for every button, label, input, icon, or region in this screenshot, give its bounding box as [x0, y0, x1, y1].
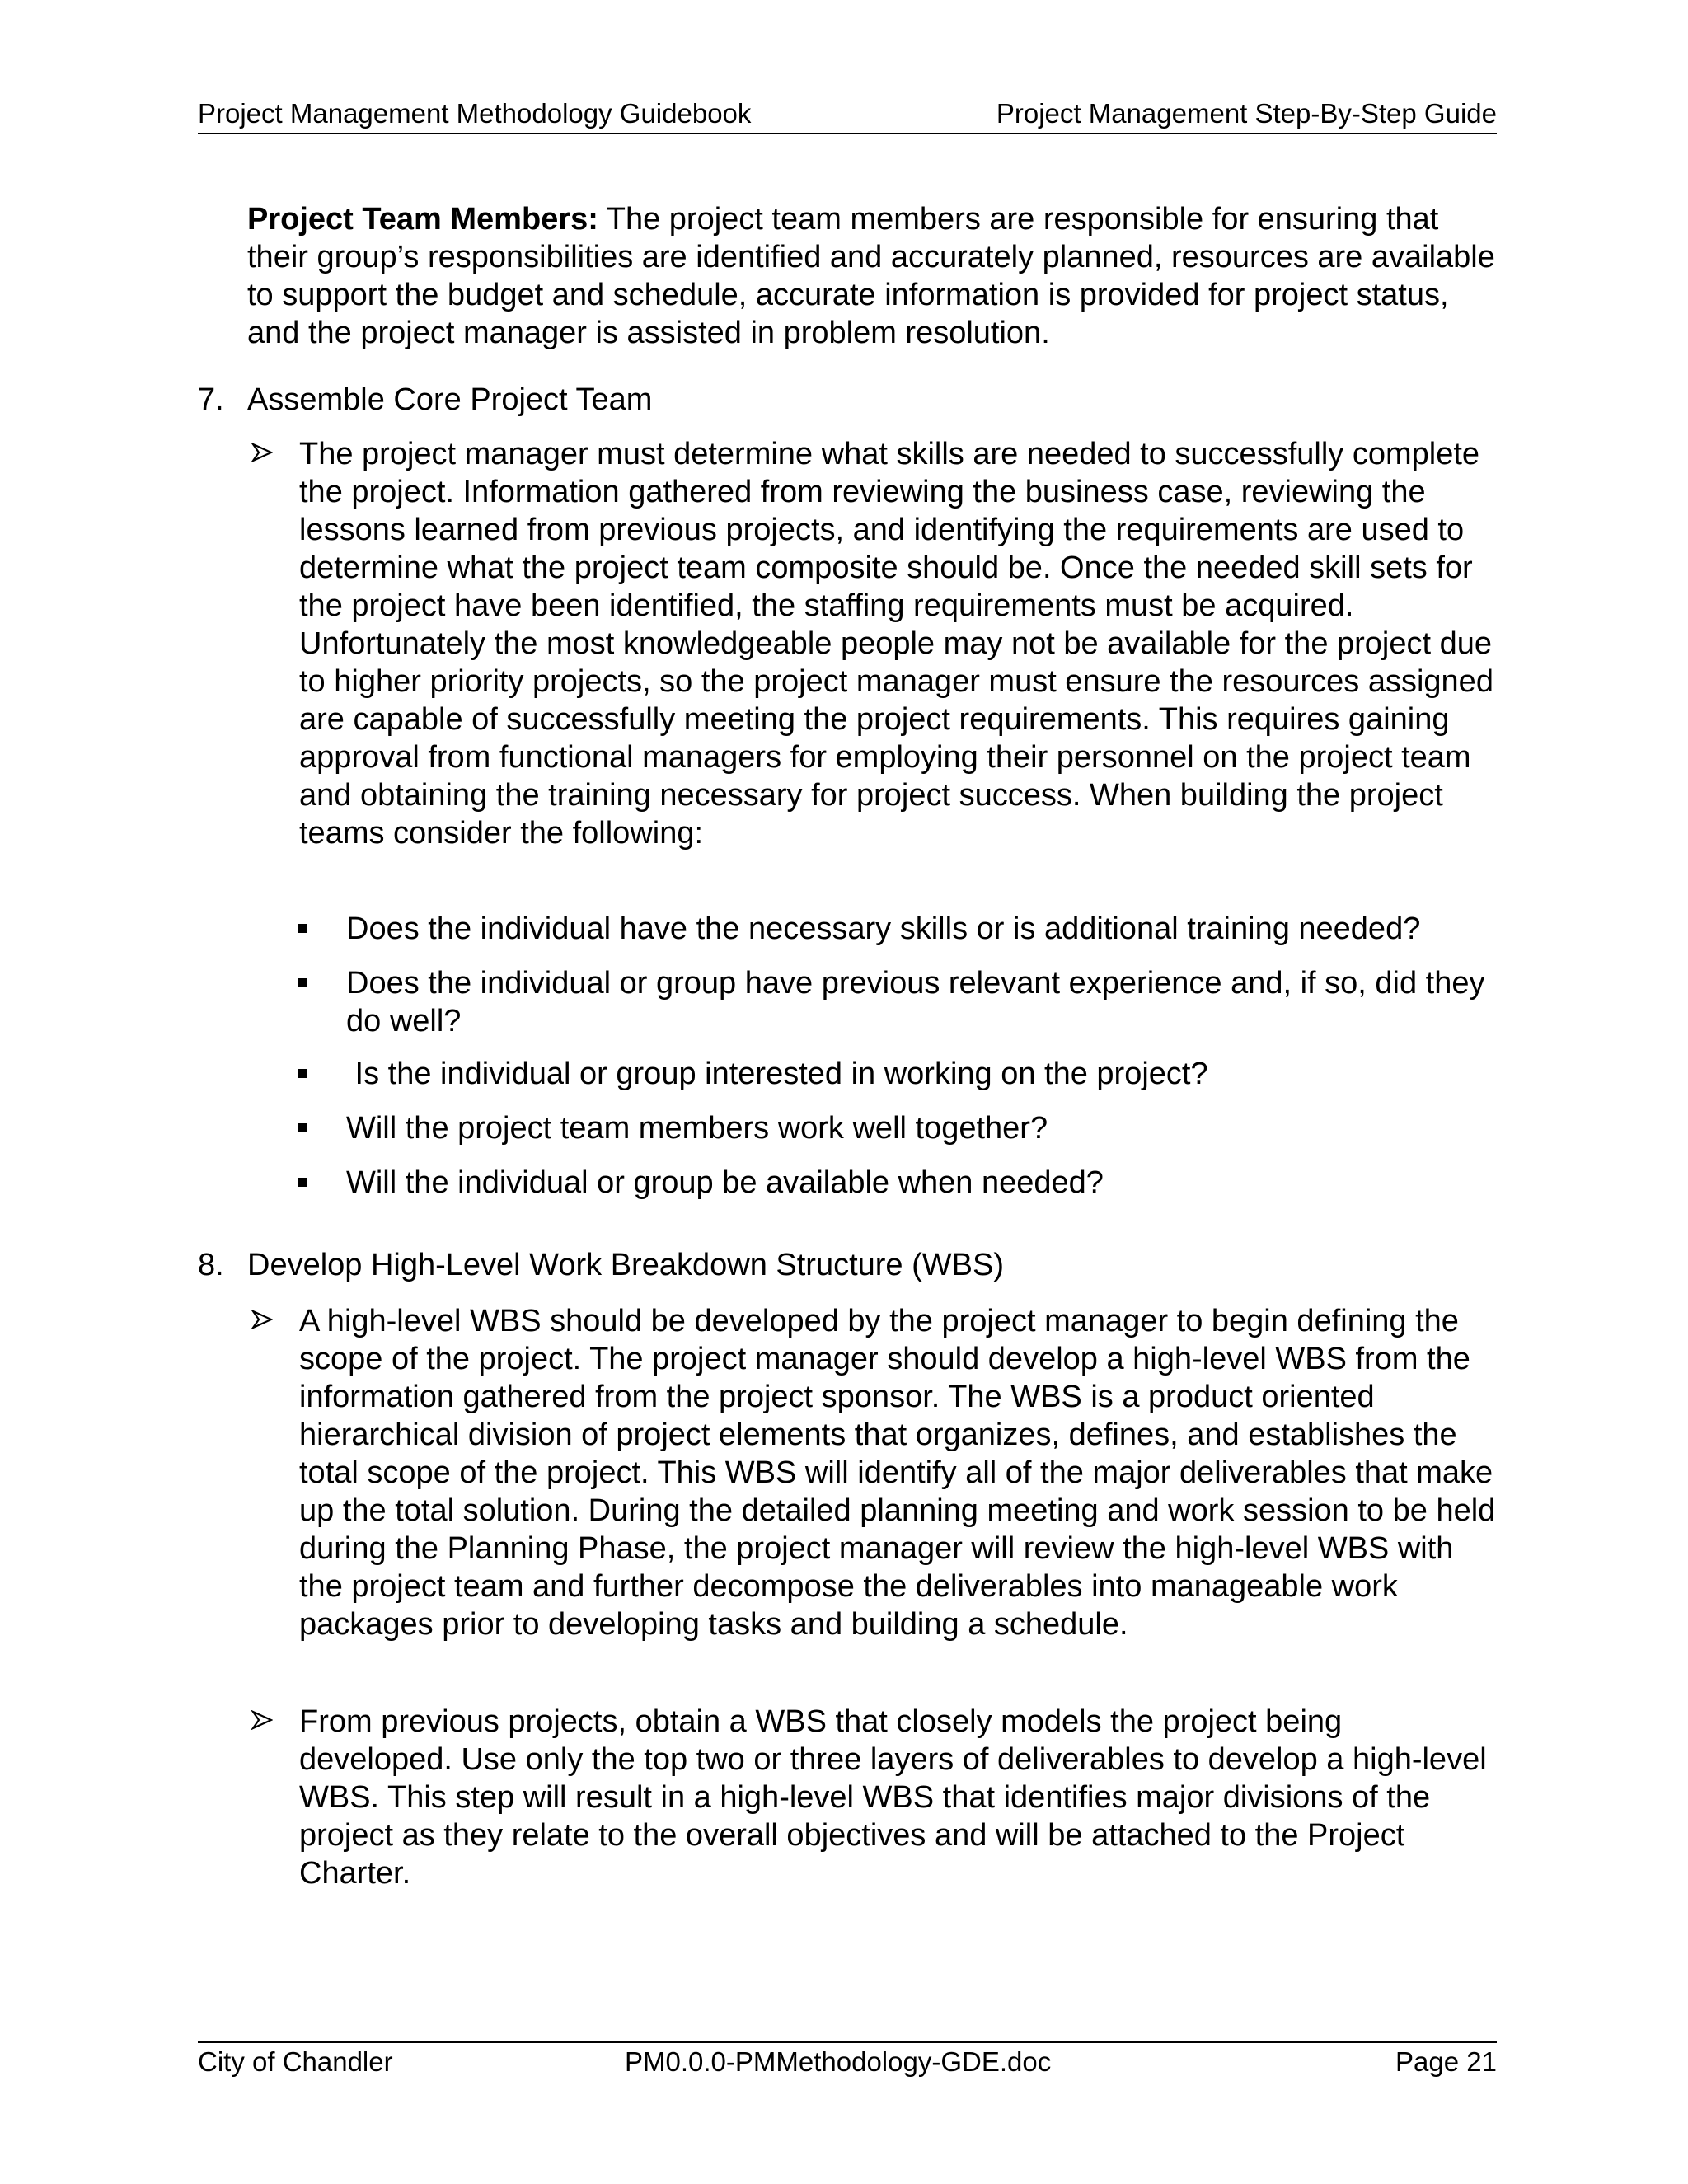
- question-text: Will the individual or group be available when needed?: [346, 1165, 1104, 1200]
- question-text: Does the individual or group have previous relevant experience and, if so, did they do well?: [346, 966, 1485, 1038]
- arrow-bullet-icon: [251, 1703, 276, 1730]
- footer-filename: PM0.0.0-PMMethodology-GDE.doc: [625, 2046, 1052, 2077]
- question-text: Will the project team members work well together?: [346, 1111, 1048, 1146]
- square-bullet-icon: [298, 978, 307, 987]
- section-7-paragraph: The project manager must determine what skills are needed to successfully complete the project. Information gathered from reviewing the business case, reviewing the lessons learned from previous projects, and identifying the requirements are used to determine what the project team composite should be. Once the needed skill sets for the project have been identified, the staffing requirements must be acquired. Unfortunately the most knowledgeable people may not be available for the project due to higher priority projects, so the project manager must ensure the resources assigned are capable of successfully meeting the project requirements. This requires gaining approval from functional managers for employing their personnel on the project team and obtaining the training necessary for project success. When building the project teams consider the following:: [299, 437, 1493, 851]
- header-left-title: Project Management Methodology Guidebook: [198, 98, 752, 129]
- square-bullet-icon: [298, 1123, 307, 1132]
- section-7-number: 7.: [198, 382, 224, 417]
- square-bullet-icon: [298, 1069, 307, 1078]
- section-8-number: 8.: [198, 1248, 224, 1282]
- team-members-label: Project Team Members:: [247, 202, 598, 237]
- footer-organization: City of Chandler: [198, 2046, 393, 2077]
- section-8-title: Develop High-Level Work Breakdown Structure (WBS): [247, 1248, 1004, 1282]
- question-text: Does the individual have the necessary skills or is additional training needed?: [346, 912, 1421, 946]
- header-right-title: Project Management Step-By-Step Guide: [996, 98, 1497, 129]
- square-bullet-icon: [298, 1178, 307, 1187]
- team-members-text: The project team members are responsible for ensuring that their group’s responsibilities are identified and accurately planned, resources are available to support the budget and schedule, accurate information is provided for project status, and the project manager is assisted in problem resolution.: [247, 202, 1495, 350]
- question-text: Is the individual or group interested in working on the project?: [346, 1057, 1208, 1091]
- arrow-bullet-icon: [251, 1302, 276, 1329]
- arrow-bullet-icon: [251, 435, 276, 462]
- header-divider: [198, 133, 1497, 134]
- square-bullet-icon: [298, 924, 307, 933]
- footer-divider: [198, 2041, 1497, 2043]
- section-7-title: Assemble Core Project Team: [247, 382, 653, 417]
- footer-page-number: Page 21: [1395, 2046, 1497, 2077]
- section-8-paragraph: A high-level WBS should be developed by the project manager to begin defining the scope of the project. The project manager should develop a high-level WBS from the information gathered from the project sponsor. The WBS is a product oriented hierarchical division of project elements that organizes, defines, and establishes the total scope of the project. This WBS will identify all of the major deliverables that make up the total solution. During the detailed planning meeting and work session to be held during the Planning Phase, the project manager will review the high-level WBS with the project team and further decompose the deliverables into manageable work packages prior to developing tasks and building a schedule.: [299, 1304, 1496, 1642]
- team-members-paragraph: [247, 200, 1500, 352]
- section-8-paragraph: From previous projects, obtain a WBS that closely models the project being developed. Use only the top two or three layers of deliverables to develop a high-level WBS. This step will result in a high-level WBS that identifies major divisions of the project as they relate to the overall objectives and will be attached to the Project Charter.: [299, 1704, 1487, 1891]
